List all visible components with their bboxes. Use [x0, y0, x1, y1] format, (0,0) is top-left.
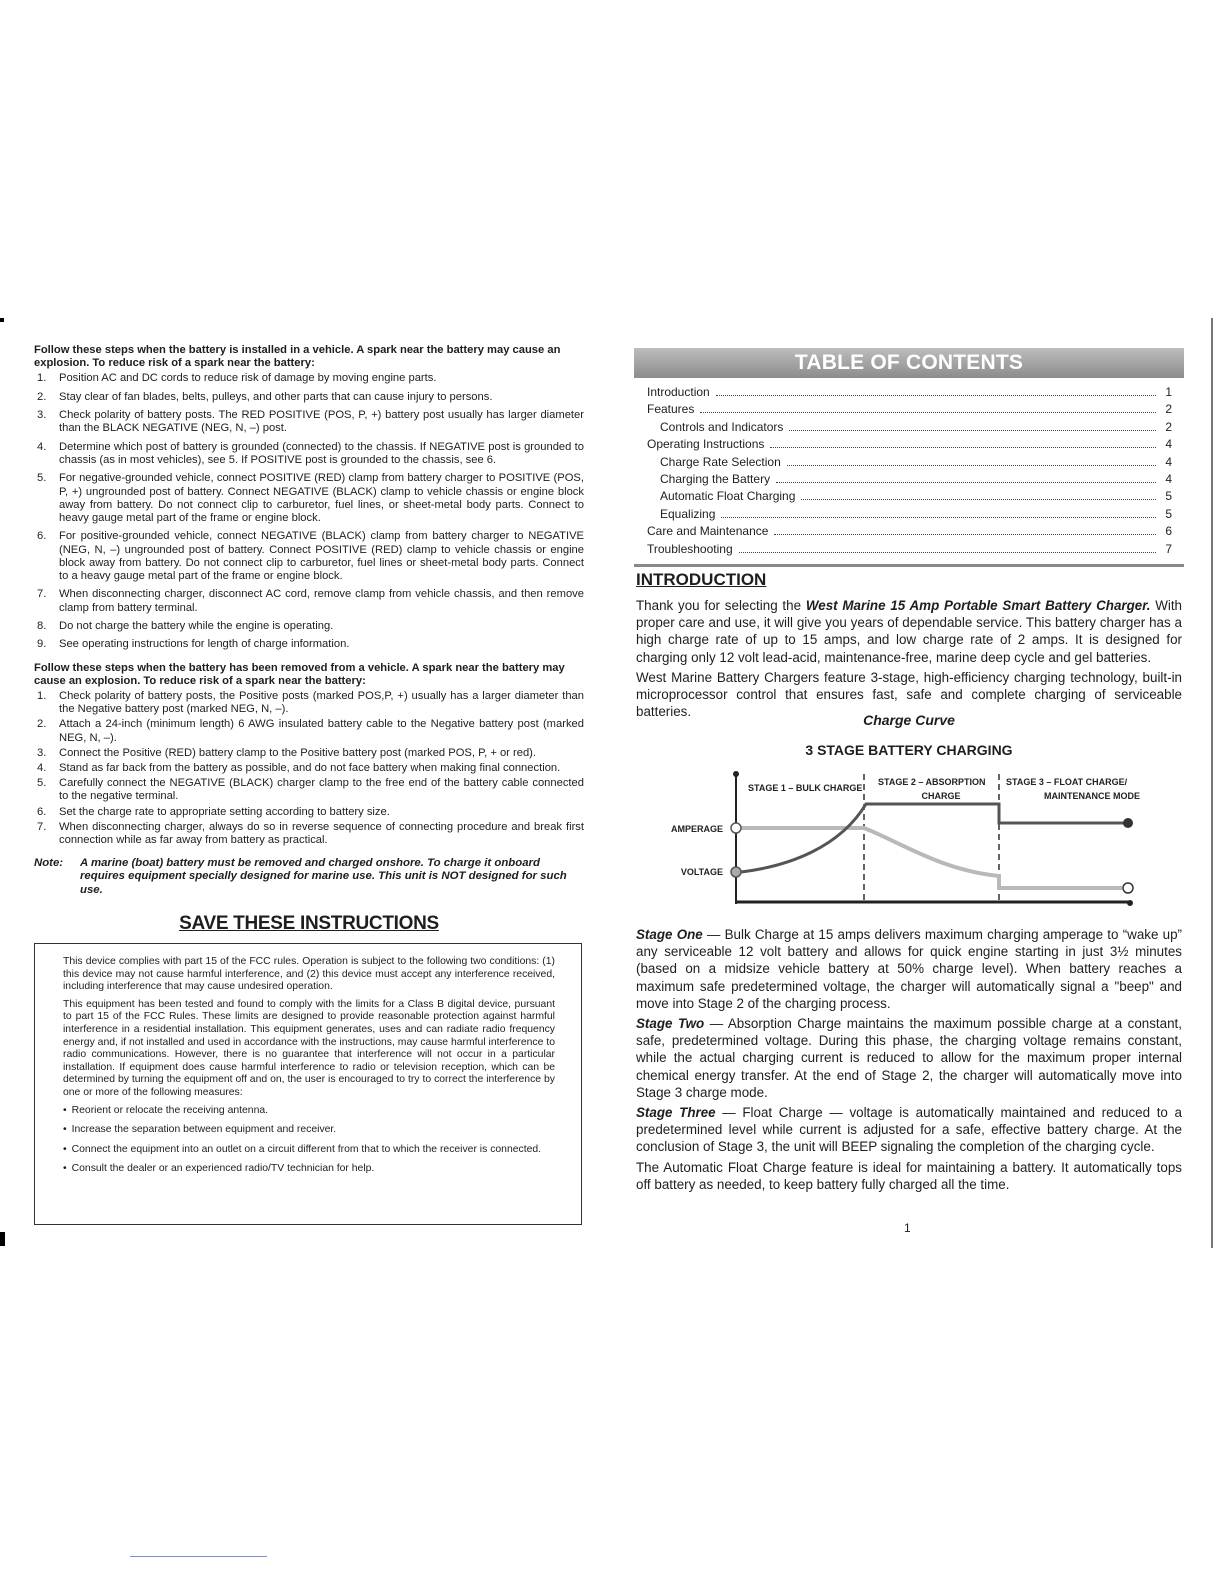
charge-curve-diagram	[660, 762, 1160, 912]
toc-entry[interactable]	[647, 524, 1172, 541]
toc-entry[interactable]	[647, 489, 1172, 506]
vehicle-step-item	[34, 588, 584, 614]
stage-3-label-line2: MAINTENANCE MODE	[1044, 791, 1140, 801]
scan-mark	[0, 318, 4, 322]
chart-caption: Charge Curve	[863, 712, 955, 728]
stages-body	[636, 926, 1182, 1196]
axis-top-dot	[733, 771, 739, 777]
step-text: See operating instructions for length of charge information.	[59, 638, 350, 651]
toc-entry[interactable]	[647, 420, 1172, 437]
step-number: 5.	[37, 777, 47, 790]
vehicle-step-item	[34, 409, 584, 435]
step-text: Stay clear of fan blades, belts, pulleys, and other parts that can cause injury to persons.	[59, 390, 493, 403]
fcc-notice-box	[34, 943, 582, 1225]
vehicle-steps-heading: Follow these steps when the battery is installed in a vehicle. A spark near the battery may cause an explosion. To reduce risk of a spark near the battery:	[34, 344, 561, 370]
step-number: 5.	[37, 472, 47, 485]
intro-text-cont: With proper care and use, it will give you years of dependable service. This battery charger has a high charge rate of up to 15 amps, and low charge rate of 2 amps. It is designed for charging only 12 volt lead-acid, maintenance-free, marine deep cycle and gel batteries.	[636, 598, 1182, 665]
step-text: Connect the Positive (RED) battery clamp to the Positive battery post (marked POS, P, + or red).	[59, 746, 537, 759]
vehicle-step-item	[34, 620, 584, 633]
product-name: West Marine 15 Amp Portable Smart Battery Charger.	[805, 598, 1151, 613]
removed-steps-heading: Follow these steps when the battery has been removed from a vehicle. A spark near the battery may cause an explosion. To reduce risk of a spark near the battery:	[34, 661, 565, 687]
intro-text: Thank you for selecting the	[636, 598, 806, 613]
note-label: Note:	[34, 857, 64, 870]
stage-2-label-line2: CHARGE	[921, 791, 961, 801]
scan-artifact-line	[130, 1556, 267, 1557]
fcc-measures-list	[63, 1105, 555, 1176]
left-page	[34, 344, 584, 934]
step-text: When disconnecting charger, always do so in reverse sequence of connecting procedure and break first connection while as far away from battery as practical.	[59, 820, 584, 846]
step-text: Check polarity of battery posts, the Positive posts (marked POS,P, +) usually has a larger diameter than the Negative battery post (marked NEG, N, –).	[59, 689, 584, 716]
toc-entry-page: 4	[1165, 471, 1172, 486]
toc-entry-page: 4	[1165, 437, 1172, 452]
scan-edge	[0, 0, 1224, 14]
chart-title: 3 STAGE BATTERY CHARGING	[805, 742, 1013, 758]
step-number: 3.	[37, 746, 47, 759]
toc-leader-dots	[700, 412, 1156, 413]
toc-entry-page: 7	[1165, 541, 1172, 556]
page-number: 1	[904, 1221, 911, 1235]
step-number: 6.	[37, 805, 47, 818]
amperage-end-marker	[1123, 883, 1133, 893]
step-number: 9.	[37, 638, 47, 651]
removed-step-item	[34, 690, 584, 716]
toc-entry[interactable]	[647, 385, 1172, 402]
vehicle-step-item	[34, 391, 584, 404]
toc-entry-label: Controls and Indicators	[660, 419, 784, 434]
stage-two-text: — Absorption Charge maintains the maximum possible charge at a constant, safe, predetermined voltage. During this phase, the charging voltage remains constant, while the actual charging current is reduced to allow for the maximum proper internal chemical energy transfer. At the end of Stage 2, the charger will automatically move into Stage 3 charge mode.	[636, 1016, 1182, 1100]
toc-entry-label: Troubleshooting	[647, 541, 733, 556]
marine-note	[34, 857, 584, 897]
toc-entry[interactable]	[647, 507, 1172, 524]
removed-step-item	[34, 777, 584, 803]
toc-title: TABLE OF CONTENTS	[794, 351, 1024, 374]
removed-step-item	[34, 806, 584, 819]
step-number: 6.	[37, 530, 47, 543]
fcc-measure-item: • Reorient or relocate the receiving antenna.	[63, 1105, 555, 1118]
step-text: Determine which post of battery is grounded (connected) to the chassis. If NEGATIVE post is grounded to chassis (as in most vehicles), see 5. If POSITIVE post is grounded to the chassis, see 6.	[59, 440, 584, 466]
step-text: Do not charge the battery while the engine is operating.	[59, 619, 334, 632]
introduction-body	[636, 597, 1182, 723]
vehicle-step-item	[34, 530, 584, 583]
toc-entry-page: 6	[1165, 524, 1172, 539]
vehicle-step-item	[34, 372, 584, 385]
toc-entry-page: 4	[1165, 454, 1172, 469]
toc-leader-dots	[776, 482, 1156, 483]
toc-leader-dots	[787, 465, 1156, 466]
removed-step-item	[34, 747, 584, 760]
toc-entry-page: 2	[1165, 402, 1172, 417]
step-text: Check polarity of battery posts. The RED POSITIVE (POS, P, +) battery post usually has larger diameter than the BLACK NEGATIVE (NEG, N, –) post.	[59, 409, 584, 435]
stage-three-label: Stage Three	[636, 1105, 716, 1121]
stage-one-text: — Bulk Charge at 15 amps delivers maximum charging amperage to “wake up” any serviceable 12 volt battery and allows for quick engine starting in just 3½ minutes (based on a midsize vehicle battery at 50% charge level). When battery reaches a maximum safe predetermined voltage, the charger will automatically signal a "beep" and move into Stage 2 of the charging process.	[636, 927, 1182, 1011]
amperage-label: AMPERAGE	[670, 824, 723, 834]
toc-divider	[634, 564, 1184, 567]
stage-two-label: Stage Two	[636, 1016, 705, 1032]
stage-three-text: — Float Charge — voltage is automatically maintained and reduced to a predetermined level while current is adjusted for a safe, effective battery charge. At the conclusion of Stage 3, the unit will BEEP signaling the completion of the charging cycle.	[636, 1105, 1182, 1155]
stage-3-label: STAGE 3 – FLOAT CHARGE/	[1006, 777, 1128, 787]
vehicle-steps-list	[34, 372, 584, 651]
toc-entry-label: Features	[647, 402, 695, 417]
save-instructions-title: SAVE THESE INSTRUCTIONS	[179, 912, 439, 934]
toc-entry-page: 2	[1165, 419, 1172, 434]
step-text: When disconnecting charger, disconnect AC cord, remove clamp from vehicle chassis, and then remove clamp from battery terminal.	[59, 588, 584, 614]
toc-entry-label: Introduction	[647, 385, 710, 399]
step-text: Carefully connect the NEGATIVE (BLACK) charger clamp to the free end of the battery cable connected to the negative terminal.	[59, 777, 584, 803]
step-text: Attach a 24-inch (minimum length) 6 AWG insulated battery cable to the Negative battery post (marked NEG, N, –).	[59, 718, 584, 744]
introduction-heading: INTRODUCTION	[636, 570, 767, 589]
toc-entry-page: 1	[1165, 385, 1172, 399]
toc-entry[interactable]	[647, 472, 1172, 489]
toc-entry[interactable]	[647, 437, 1172, 454]
step-number: 4.	[37, 761, 47, 774]
toc-entry-label: Automatic Float Charging	[660, 489, 796, 504]
toc-entry[interactable]	[647, 542, 1172, 559]
stage-1-label: STAGE 1 – BULK CHARGE	[748, 783, 863, 793]
axis-end-dot	[1127, 900, 1133, 906]
step-number: 1.	[37, 372, 47, 385]
vehicle-step-item	[34, 472, 584, 525]
voltage-curve	[741, 804, 1125, 872]
toc-entry-label: Care and Maintenance	[647, 524, 769, 539]
float-charge-paragraph: The Automatic Float Charge feature is ideal for maintaining a battery. It automatically tops off battery as needed, to keep battery fully charged all the time.	[636, 1159, 1182, 1192]
removed-step-item	[34, 821, 584, 847]
toc-leader-dots	[716, 395, 1156, 396]
stage-two-paragraph	[636, 1015, 1182, 1101]
voltage-label: VOLTAGE	[680, 867, 723, 877]
vehicle-step-item	[34, 441, 584, 467]
toc-entry-page: 5	[1165, 489, 1172, 504]
step-number: 7.	[37, 588, 47, 601]
toc-entry[interactable]	[647, 455, 1172, 472]
voltage-end-marker	[1123, 818, 1133, 828]
step-text: For positive-grounded vehicle, connect NEGATIVE (BLACK) clamp from battery charger to NEGATIVE (NEG, N, –) ungrounded post of battery. Connect POSITIVE (RED) clamp to vehicle chassis or engine block away from battery. Do not connect clip to carburetor, fuel lines or sheet-metal body parts. Connect to a heavy gauge metal part of the frame or engine block.	[59, 530, 584, 582]
step-text: Set the charge rate to appropriate setting according to battery size.	[59, 805, 390, 818]
amperage-start-marker	[731, 823, 741, 833]
toc-entry-label: Equalizing	[660, 506, 716, 521]
step-number: 4.	[37, 440, 47, 453]
toc-leader-dots	[801, 499, 1156, 500]
fcc-paragraph-1: This device complies with part 15 of the FCC rules. Operation is subject to the following two conditions: (1) this device may not cause harmful interference, and (2) this device must accept any interference received, including interference that may cause undesired operation.	[63, 956, 555, 993]
fcc-paragraph-2: This equipment has been tested and found to comply with the limits for a Class B digital device, pursuant to part 15 of the FCC Rules. These limits are designed to provide reasonable protection against harmful interference in a residential installation. This equipment generates, uses and can radiate radio frequency energy and, if not installed and used in accordance with the instructions, may cause harmful interference to radio communications. However, there is no guarantee that interference will not occur in a particular installation. If equipment does cause harmful interference to radio or television reception, which can be determined by turning the equipment off and on, the user is encouraged to try to correct the interference by one or more of the following measures:	[63, 998, 555, 1098]
note-text: A marine (boat) battery must be removed and charged onshore. To charge it onboard requires equipment specially designed for marine use. This unit is NOT designed for such use.	[80, 857, 567, 896]
voltage-start-marker	[731, 867, 741, 877]
toc-leader-dots	[789, 430, 1156, 431]
toc-leader-dots	[770, 447, 1156, 448]
stage-three-paragraph	[636, 1104, 1182, 1156]
step-number: 1.	[37, 689, 47, 702]
step-number: 2.	[37, 718, 47, 731]
step-text: For negative-grounded vehicle, connect POSITIVE (RED) clamp from battery charger to POSITIVE (POS, P, +) ungrounded post of battery. Connect NEGATIVE (BLACK) clamp to vehicle chassis or engine block away from battery. Do not connect clip to carburetor, fuel lines, or sheet-metal body parts. Connect to heavy gauge metal part of the frame or engine block.	[59, 472, 584, 524]
toc-leader-dots	[721, 517, 1156, 518]
toc-leader-dots	[739, 552, 1156, 553]
fcc-measure-item: • Increase the separation between equipment and receiver.	[63, 1124, 555, 1137]
vehicle-step-item	[34, 638, 584, 651]
removed-step-item	[34, 718, 584, 744]
intro-paragraph-1	[636, 597, 1182, 666]
table-of-contents	[647, 385, 1172, 559]
step-number: 8.	[37, 619, 47, 632]
intro-paragraph-2: West Marine Battery Chargers feature 3-stage, high-efficiency charging technology, built-in microprocessor control that ensures fast, safe and complete charging of serviceable batteries.	[636, 669, 1182, 720]
stage-one-paragraph	[636, 926, 1182, 1012]
toc-entry-label: Charging the Battery	[660, 471, 771, 486]
toc-entry-page: 5	[1165, 506, 1172, 521]
removed-step-item	[34, 762, 584, 775]
toc-entry-label: Charge Rate Selection	[660, 454, 781, 469]
fcc-measure-item: • Consult the dealer or an experienced radio/TV technician for help.	[63, 1163, 555, 1176]
removed-steps-list	[34, 690, 584, 847]
stage-2-label: STAGE 2 – ABSORPTION	[878, 777, 986, 787]
stage-one-label: Stage One	[636, 927, 703, 942]
toc-entry-label: Operating Instructions	[647, 437, 765, 452]
toc-entry[interactable]	[647, 402, 1172, 419]
fcc-measure-item: • Connect the equipment into an outlet on a circuit different from that to which the receiver is connected.	[63, 1144, 555, 1157]
step-text: Stand as far back from the battery as possible, and do not face battery when making final connection.	[59, 761, 561, 774]
step-text: Position AC and DC cords to reduce risk of damage by moving engine parts.	[59, 372, 437, 385]
step-number: 3.	[37, 409, 47, 422]
toc-leader-dots	[774, 534, 1156, 535]
page-edge-rule	[1211, 318, 1213, 1248]
step-number: 2.	[37, 390, 47, 403]
scan-mark-bottom	[0, 1232, 5, 1246]
step-number: 7.	[37, 820, 47, 833]
